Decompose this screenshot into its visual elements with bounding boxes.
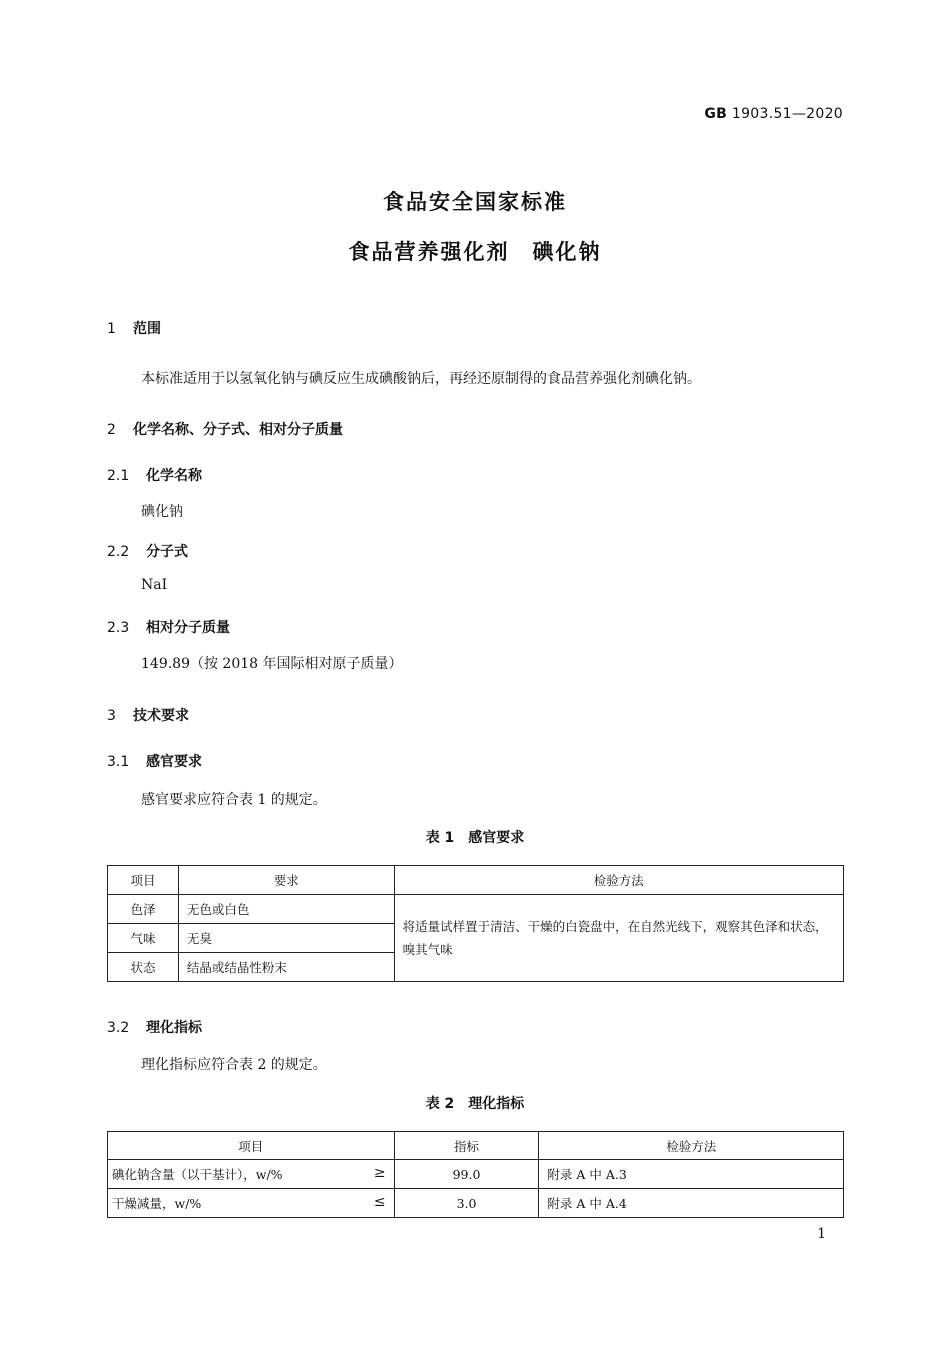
table-1-requirement: 结晶或结晶性粉末	[178, 953, 394, 982]
section-2-title: 化学名称、分子式、相对分子质量	[133, 422, 343, 438]
section-2-3-heading	[107, 617, 230, 637]
section-2-heading	[107, 419, 343, 439]
standard-code: GB 1903.51—2020	[704, 106, 843, 122]
section-2-1-number: 2.1	[107, 468, 130, 484]
table-2-caption: 表 2 理化指标	[425, 1096, 525, 1112]
table-2	[107, 1131, 844, 1218]
table-1-item: 气味	[108, 924, 179, 953]
section-3-1-heading	[107, 751, 202, 771]
section-3-heading	[107, 705, 189, 725]
table-2-item: 干燥减量，w/%	[112, 1196, 202, 1211]
section-3-1-number: 3.1	[107, 754, 130, 770]
table-row	[108, 1189, 844, 1218]
table-2-comparison-symbol: ≥	[373, 1165, 386, 1181]
table-2-value: 3.0	[394, 1189, 539, 1218]
table-2-item-cell	[108, 1189, 395, 1218]
section-2-1-text: 碘化钠	[141, 504, 183, 520]
section-2-number: 2	[107, 422, 116, 438]
section-2-2-heading	[107, 541, 188, 561]
doc-title-line1: 食品安全国家标准	[383, 190, 567, 214]
section-2-3-text: 149.89（按 2018 年国际相对原子质量）	[141, 656, 403, 672]
table-1-requirement: 无色或白色	[178, 895, 394, 924]
section-2-2-number: 2.2	[107, 544, 130, 560]
section-3-1-title: 感官要求	[146, 754, 202, 770]
section-2-1-heading	[107, 465, 202, 485]
table-2-header-method: 检验方法	[539, 1132, 844, 1160]
page-number: 1	[817, 1226, 826, 1242]
table-1-header-method: 检验方法	[394, 866, 843, 895]
section-3-number: 3	[107, 708, 116, 724]
section-2-3-number: 2.3	[107, 620, 130, 636]
section-3-2-text: 理化指标应符合表 2 的规定。	[141, 1057, 327, 1073]
table-1-item: 状态	[108, 953, 179, 982]
section-1-number: 1	[107, 321, 116, 337]
table-2-value: 99.0	[394, 1160, 539, 1189]
table-2-header-value: 指标	[394, 1132, 539, 1160]
table-2-method: 附录 A 中 A.4	[539, 1189, 844, 1218]
table-1-caption: 表 1 感官要求	[425, 830, 525, 846]
table-2-header-row	[108, 1132, 844, 1160]
table-2-method: 附录 A 中 A.3	[539, 1160, 844, 1189]
standard-code-number: 1903.51—2020	[731, 106, 843, 122]
section-3-2-title: 理化指标	[146, 1020, 202, 1036]
table-1-header-requirement: 要求	[178, 866, 394, 895]
table-1-method: 将适量试样置于清洁、干燥的白瓷盘中，在自然光线下，观察其色泽和状态，嗅其气味	[394, 895, 843, 982]
doc-title-line2: 食品营养强化剂 碘化钠	[348, 240, 602, 264]
table-row	[108, 895, 844, 924]
section-3-2-heading	[107, 1017, 202, 1037]
table-1-header-item: 项目	[108, 866, 179, 895]
table-row	[108, 1160, 844, 1189]
section-1-text: 本标准适用于以氢氧化钠与碘反应生成碘酸钠后，再经还原制得的食品营养强化剂碘化钠。	[141, 371, 701, 387]
table-2-item-cell	[108, 1160, 395, 1189]
section-3-title: 技术要求	[133, 708, 189, 724]
section-2-2-text: NaI	[141, 577, 168, 593]
section-1-heading	[107, 318, 161, 338]
section-2-1-title: 化学名称	[146, 468, 202, 484]
table-1-requirement: 无臭	[178, 924, 394, 953]
section-2-3-title: 相对分子质量	[146, 620, 230, 636]
table-1-header-row	[108, 866, 844, 895]
section-2-2-title: 分子式	[146, 544, 188, 560]
table-2-item: 碘化钠含量（以干基计），w/%	[112, 1167, 283, 1182]
table-2-comparison-symbol: ≤	[373, 1194, 386, 1210]
table-2-header-item: 项目	[108, 1132, 395, 1160]
table-1	[107, 865, 844, 982]
section-1-title: 范围	[133, 321, 161, 337]
table-1-item: 色泽	[108, 895, 179, 924]
section-3-1-text: 感官要求应符合表 1 的规定。	[141, 792, 327, 808]
section-3-2-number: 3.2	[107, 1020, 130, 1036]
